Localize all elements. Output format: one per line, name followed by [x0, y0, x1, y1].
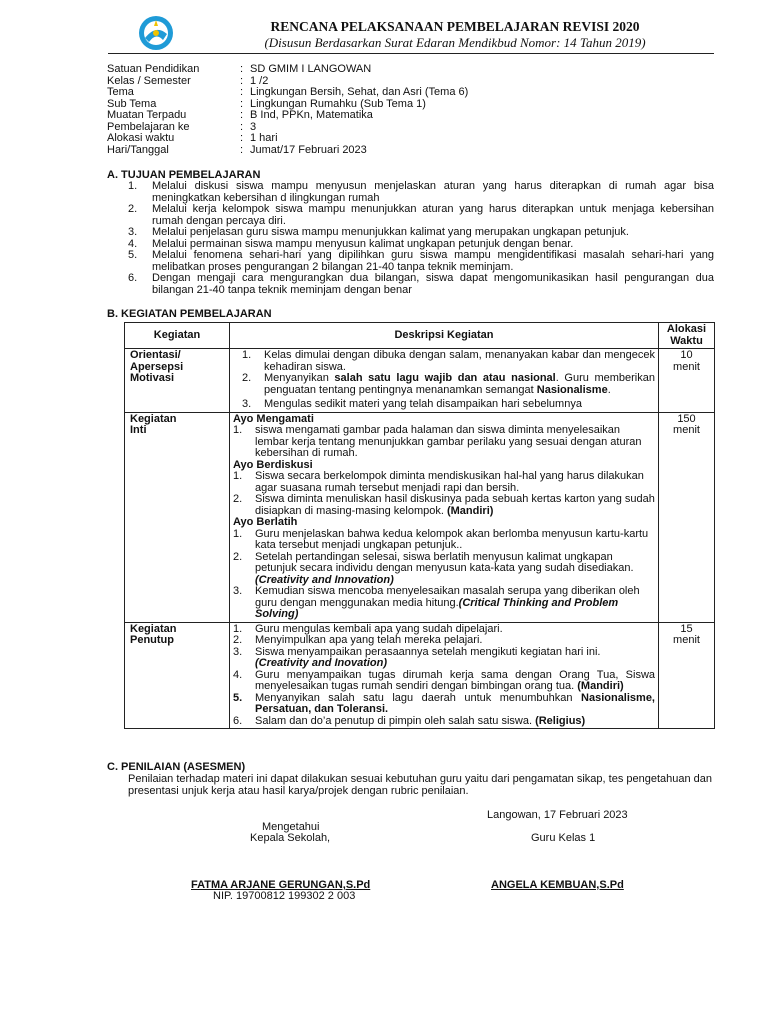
- learning-activities-table: [124, 322, 715, 729]
- header-divider: [108, 53, 714, 54]
- time-value: 15: [680, 622, 693, 635]
- item-text: Dengan mengaji cara mengurangkan dua bilangan, siswa dapat mengomunikasikan hasil pengurangan dua bilangan 21-40 tanpa teknik meminjam dengan benar: [152, 272, 714, 296]
- text-run: Menyanyikan: [264, 372, 335, 384]
- item-number: 3.: [128, 226, 138, 238]
- identity-value: Jumat/17 Februari 2023: [250, 143, 367, 156]
- step-number: 1.: [233, 622, 243, 635]
- table-row-orientasi: [125, 349, 715, 413]
- identity-value: B Ind, PPKn, Matematika: [250, 109, 373, 121]
- activity-name: [125, 349, 230, 413]
- step-text: siswa mengamati gambar pada halaman dan siswa diminta menyelesaikan lembar kerja tentang menunjukkan gambar perilaku yang sesuai dengan aturan kebersihan di rumah.: [255, 424, 642, 459]
- text-run: Menyanyikan salah satu lagu daerah untuk menumbuhkan: [255, 691, 582, 704]
- time-unit: menit: [673, 424, 700, 436]
- identity-label: Muatan Terpadu: [107, 109, 187, 121]
- item-number: 2.: [128, 203, 138, 215]
- step-text: [255, 647, 655, 670]
- text-run-bold: (Religius): [535, 714, 586, 727]
- identity-value: Lingkungan Bersih, Sehat, dan Asri (Tema 6): [250, 86, 469, 98]
- step-number: 2.: [242, 372, 252, 384]
- place-date: Langowan, 17 Februari 2023: [487, 809, 628, 821]
- text-run: Siswa diminta menuliskan hasil diskusinya pada sebuah kertas karton yang sudah disiapkan di masing-masing kelompok.: [255, 493, 655, 517]
- step: [233, 647, 655, 670]
- assessment-text: Penilaian terhadap materi ini dapat dilakukan sesuai kebutuhan guru yaitu dari pengamatan sikap, tes pengetahuan dan presentasi unjuk kerja atau hasil karya/projek dengan rubric penilaian.: [128, 773, 713, 797]
- principal-name: FATMA ARJANE GERUNGAN,S.Pd: [191, 879, 371, 891]
- item-text: Melalui diskusi siswa mampu menyusun menjelaskan aturan yang harus diterapkan di rumah agar bisa meningkatkan kebersihan d ilingkungan rumah: [152, 180, 714, 204]
- teacher-name: ANGELA KEMBUAN,S.Pd: [491, 879, 624, 891]
- step-number: 1.: [233, 527, 243, 540]
- step-number: 2.: [233, 634, 243, 646]
- item-number: 1.: [128, 180, 138, 192]
- section-c-title: C. PENILAIAN (ASESMEN): [107, 761, 246, 773]
- activity-name: [125, 412, 230, 622]
- step-number: 3.: [242, 398, 252, 410]
- identity-row: [107, 64, 707, 76]
- activity-name-line: Inti: [130, 424, 147, 436]
- phase-title: Ayo Berdiskusi: [233, 458, 313, 471]
- phase-title: Ayo Mengamati: [233, 412, 314, 425]
- activity-name-line: Penutup: [130, 634, 174, 646]
- identity-row: [107, 145, 707, 157]
- step-number: 2.: [233, 550, 243, 563]
- text-run: . Guru memberikan penguatan tentang pentingnya menanamkan semangat: [264, 372, 655, 396]
- item-number: 4.: [128, 237, 138, 250]
- step: [233, 552, 655, 587]
- learning-objectives-list: [128, 181, 714, 296]
- text-run-bold: (Mandiri): [446, 504, 494, 517]
- identity-separator: :: [240, 86, 244, 98]
- step-number: 1.: [233, 470, 243, 482]
- step-number: 1.: [242, 349, 252, 361]
- identity-label: Alokasi waktu: [107, 132, 175, 144]
- item-number: 6.: [128, 272, 138, 284]
- header-alokasi: [659, 323, 715, 349]
- header-kegiatan: Kegiatan: [125, 323, 230, 349]
- activity-description: [230, 349, 659, 413]
- identity-label: Kelas / Semester: [107, 74, 191, 87]
- time-unit: menit: [673, 634, 700, 646]
- activity-name-line: Kegiatan: [130, 622, 177, 635]
- step-text: [264, 373, 655, 396]
- identity-row: [107, 110, 707, 122]
- step: [233, 471, 655, 494]
- identity-separator: :: [240, 97, 244, 110]
- step: [233, 399, 655, 411]
- table-row-inti: [125, 412, 715, 622]
- identity-separator: :: [240, 109, 244, 121]
- identity-value: 3: [250, 120, 257, 133]
- identity-value: 1 hari: [250, 132, 278, 144]
- identity-row: [107, 87, 707, 99]
- step: [233, 670, 655, 693]
- list-item: [128, 204, 714, 227]
- text-run: .: [607, 383, 611, 396]
- teacher-role: Guru Kelas 1: [531, 832, 596, 844]
- step: [233, 693, 655, 716]
- step-text: Kelas dimulai dengan dibuka dengan salam, menanyakan kabar dan mengecek kehadiran siswa.: [264, 349, 655, 373]
- step: [233, 586, 655, 621]
- step-number: 4.: [233, 668, 243, 681]
- identity-value: Lingkungan Rumahku (Sub Tema 1): [250, 97, 426, 110]
- document-title: RENCANA PELAKSANAAN PEMBELAJARAN REVISI 2020: [270, 19, 640, 34]
- identity-label: Satuan Pendidikan: [107, 63, 200, 75]
- step: [233, 425, 655, 460]
- list-item: [128, 273, 714, 296]
- step: [233, 716, 655, 728]
- step-text: Siswa secara berkelompok diminta mendiskusikan hal-hal yang harus dilakukan agar suasana rumah tersebut menjadi rapi dan bersih.: [255, 470, 644, 494]
- identity-separator: :: [240, 74, 244, 87]
- header-deskripsi: Deskripsi Kegiatan: [230, 323, 659, 349]
- identity-label: Tema: [107, 86, 134, 98]
- item-number: 5.: [128, 249, 138, 261]
- step-text: [255, 670, 655, 693]
- text-run-bold: salah satu lagu wajib dan atau nasional: [334, 372, 556, 384]
- text-run: Guru menyampaikan tugas dirumah kerja sama dengan Orang Tua, Siswa menyelesaikan tugas rumah sendiri dengan bimbingan orang tua.: [255, 668, 655, 692]
- step-number: 2.: [233, 493, 243, 505]
- list-item: [128, 181, 714, 204]
- identity-row: [107, 99, 707, 111]
- section-a-title: A. TUJUAN PEMBELAJARAN: [107, 169, 261, 181]
- acknowledged-label: Mengetahui: [262, 821, 320, 833]
- step-text: Guru menjelaskan bahwa kedua kelompok akan berlomba menyusun kartu-kartu kata tersebut menjadi ungkapan petunjuk..: [255, 527, 649, 551]
- identity-separator: :: [240, 120, 244, 133]
- table-row-penutup: [125, 622, 715, 729]
- list-item: [128, 227, 714, 239]
- activity-description: [230, 412, 659, 622]
- text-run: Setelah pertandingan selesai, siswa berlatih menyusun kalimat ungkapan petunjuk secara individu dengan menyusun kata-kata yang sudah disediakan.: [255, 550, 634, 574]
- step-text: [255, 716, 655, 728]
- activity-time: [659, 349, 715, 413]
- identity-label: Sub Tema: [107, 97, 157, 110]
- identity-value: SD GMIM I LANGOWAN: [250, 63, 372, 75]
- text-run: Kemudian siswa mencoba menyelesaikan masalah serupa yang diberikan oleh guru dengan menggunakan media hitung.: [255, 585, 640, 609]
- identity-row: [107, 133, 707, 145]
- time-unit: menit: [673, 360, 700, 373]
- text-run-bold-italic: (Creativity and Innovation): [255, 573, 394, 586]
- identity-label: Pembelajaran ke: [107, 120, 190, 133]
- activity-time: [659, 622, 715, 729]
- time-value: 10: [680, 349, 693, 361]
- step: [233, 373, 655, 396]
- step-text: Menyimpulkan apa yang telah mereka pelajari.: [255, 634, 483, 646]
- text-run-bold: Nasionalisme, Persatuan, dan Toleransi.: [255, 691, 655, 715]
- activity-name-line: Motivasi: [130, 372, 175, 384]
- identity-separator: :: [240, 143, 244, 156]
- activity-description: [230, 622, 659, 729]
- document-subtitle: (Disusun Berdasarkan Surat Edaran Mendikbud Nomor: 14 Tahun 2019): [264, 35, 646, 50]
- section-b-title: B. KEGIATAN PEMBELAJARAN: [107, 308, 272, 320]
- step: [233, 350, 655, 373]
- principal-nip: NIP. 19700812 199302 2 003: [213, 890, 356, 902]
- header-alokasi-line2: Waktu: [670, 334, 703, 347]
- text-run-bold: Nasionalisme: [536, 383, 608, 396]
- item-text: Melalui kerja kelompok siswa mampu menunjukkan aturan yang harus diterapkan untuk menjaga kebersihan rumah dengan percaya diri.: [152, 203, 714, 227]
- text-run-bold-italic: (Creativity and Inovation): [255, 657, 388, 669]
- step-text: Mengulas sedikit materi yang telah disampaikan hari sebelumnya: [264, 398, 582, 410]
- time-value: 150: [677, 412, 696, 425]
- step-text: [255, 494, 655, 517]
- activity-name-line: Apersepsi: [130, 360, 184, 373]
- item-text: Melalui penjelasan guru siswa mampu menunjukkan kalimat yang merupakan ungkapan petunjuk.: [152, 226, 629, 238]
- step-number: 1.: [233, 424, 243, 436]
- text-run: Salam dan do’a penutup di pimpin oleh salah satu siswa.: [255, 714, 536, 727]
- identity-separator: :: [240, 132, 244, 144]
- step-number: 3.: [233, 585, 243, 597]
- item-text: Melalui permainan siswa mampu menyusun kalimat ungkapan petunjuk dengan benar.: [152, 237, 574, 250]
- activity-name-line: Orientasi/: [130, 349, 181, 361]
- step-number: 5.: [233, 691, 243, 704]
- text-run: Siswa menyampaikan perasaannya setelah mengikuti kegiatan hari ini.: [255, 645, 601, 658]
- text-run-bold: (Mandiri): [577, 680, 624, 692]
- principal-role: Kepala Sekolah,: [250, 832, 331, 844]
- step-number: 3.: [233, 645, 243, 658]
- header-alokasi-line1: Alokasi: [666, 323, 707, 335]
- list-item: [128, 250, 714, 273]
- step-text: [255, 693, 655, 716]
- identity-block: [107, 64, 707, 156]
- step-number: 6.: [233, 714, 243, 727]
- item-text: Melalui fenomena sehari-hari yang dipilihkan guru siswa mampu mengidentifikasi masalah sehari-hari yang melibatkan proses pengurangan 2 bilangan 21-40 tanpa teknik meminjam.: [152, 249, 714, 273]
- identity-value: 1 /2: [250, 74, 269, 87]
- step: [233, 494, 655, 517]
- identity-label: Hari/Tanggal: [107, 143, 169, 156]
- step-text: Guru mengulas kembali apa yang sudah dipelajari.: [255, 622, 503, 635]
- activity-name-line: Kegiatan: [130, 412, 177, 425]
- step-text: [255, 586, 655, 621]
- phase-title: Ayo Berlatih: [233, 516, 298, 528]
- step: [233, 529, 655, 552]
- text-run-bold-italic: (Critical Thinking and Problem Solving): [255, 596, 619, 620]
- identity-row: [107, 122, 707, 134]
- activity-name: [125, 622, 230, 729]
- activity-time: [659, 412, 715, 622]
- table-header-row: [125, 323, 715, 349]
- tut-wuri-handayani-logo-icon: [136, 14, 176, 52]
- step-text: [255, 552, 655, 587]
- identity-separator: :: [240, 63, 244, 75]
